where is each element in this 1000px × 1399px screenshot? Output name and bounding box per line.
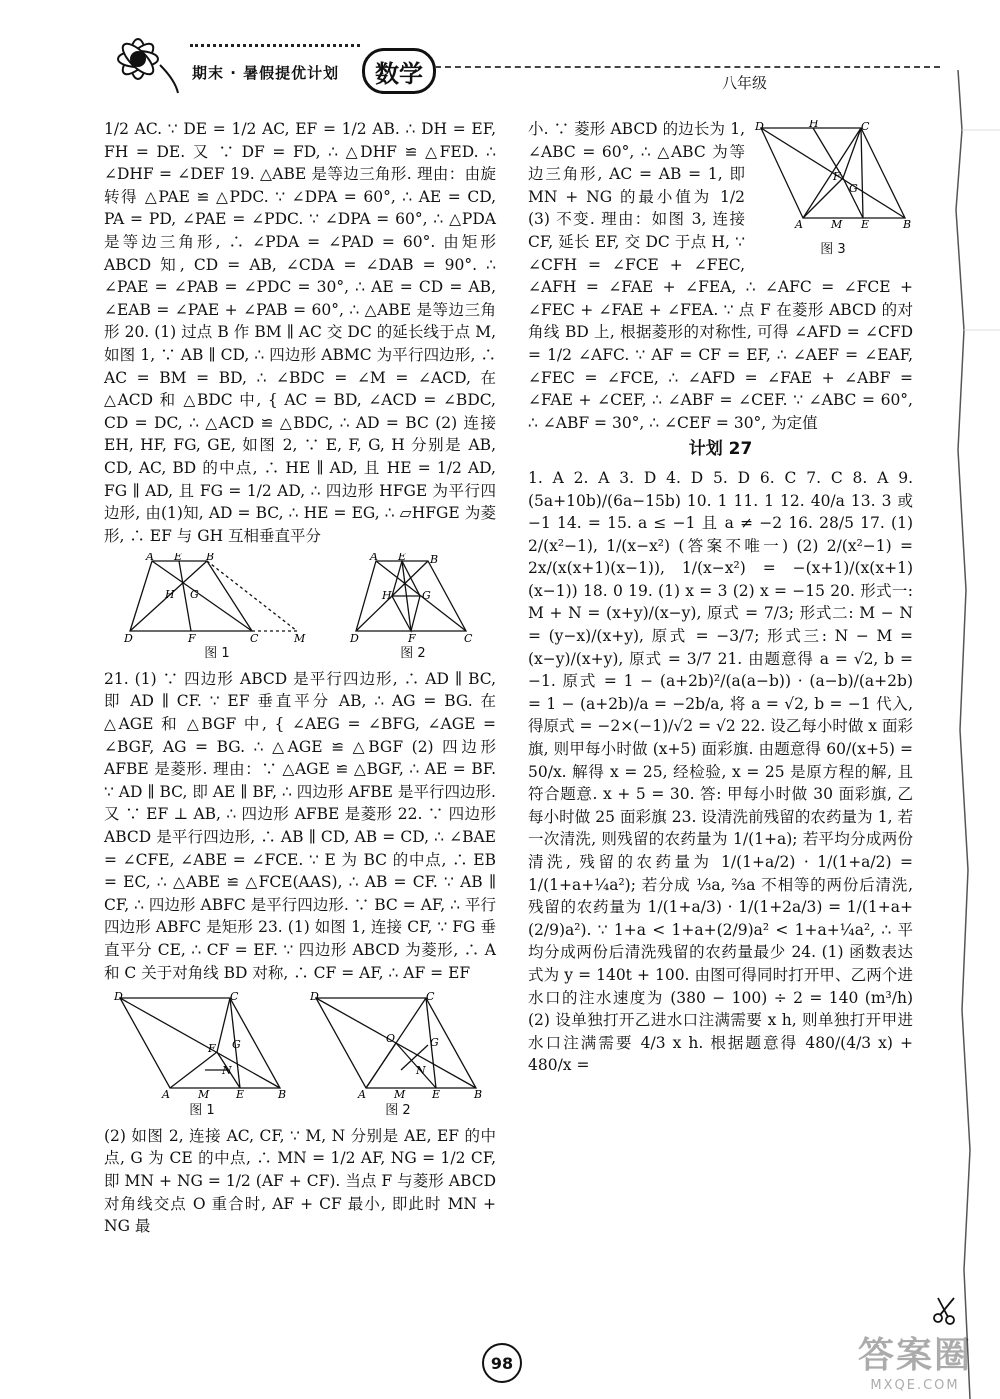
left-text-2: 21. (1) ∵ 四边形 ABCD 是平行四边形, ∴ AD ∥ BC, 即 AD ∥ CF. ∵ EF 垂直平分 AB, ∴ AG = BG. 在 △AGE 和 △BGF 中, { ∠AEG = ∠BFG, ∠AGE = ∠BGF, AG = BG. ∴ △AGE ≌ △BGF (2) 四边形 AFBE 是菱形. 理由：∵ △AGE ≌ △BGF, ∴ AE = BF. ∵ AD ∥ BC, 即 AE ∥ BF, ∴ 四边形 AFBE 是平行四边形. 又 ∵ EF ⊥ AB, ∴ 四边形 AFBE 是菱形 22. ∵ 四边形 ABCD 是平行四边形, ∴ AB ∥ CD, AB = CD, ∴ ∠BAE = ∠CFE, ∠ABE = ∠FCE. ∵ E 为 BC 的中点, ∴ EB = EC, ∴ △ABE ≌ △FCE(AAS), ∴ AB = CF. ∵ AB ∥ CF, ∴ 四边形 ABFC 是平行四边形. ∵ BC = AF, ∴ 平行四边形 ABFC 是矩形 23. (1) 如图 1, 连接 CF, ∵ FG 垂直平分 CE, ∴ CF = EF. ∵ 四边形 ABCD 为菱形, ∴ A 和 C 关于对角线 BD 对称, ∴ CF = AF, ∴ AF = EF: [104, 669, 496, 982]
figure-5: [753, 120, 913, 261]
svg-text:A: A: [146, 553, 154, 564]
svg-text:O: O: [386, 1032, 396, 1046]
svg-text:M: M: [831, 218, 843, 230]
figure-row-1: [104, 553, 496, 666]
svg-text:E: E: [398, 553, 407, 564]
svg-text:G: G: [422, 589, 431, 603]
svg-text:F: F: [188, 632, 196, 644]
svg-text:B: B: [474, 1088, 483, 1101]
figure-2: [348, 553, 478, 666]
svg-text:H: H: [809, 120, 819, 130]
figure-3-caption: 图 1: [189, 1103, 215, 1119]
svg-text:B: B: [206, 553, 215, 564]
trapezoid-diagram-2: [348, 553, 478, 643]
figure-1: [122, 553, 312, 666]
svg-text:F: F: [833, 170, 841, 183]
svg-text:G: G: [849, 182, 858, 195]
right-text-1: 小. ∵ 菱形 ABCD 的边长为 1, ∠ABC = 60°, ∴ △ABC 为等边三角形, AC = AB = 1, 即 MN + NG 的最小值为 1/2 (3) 不变. 理由：如图 3, 连接 CF, 延长 EF, 交 DC 于点 H, ∵ ∠CFH = ∠FCE + ∠FEC, ∠AFH = ∠FAE + ∠FEA, ∴ ∠AFC = ∠FCE + ∠FEC + ∠FAE + ∠FEA. ∵ 点 F 在菱形 ABCD 的对角线 BD 上, 根据菱形的对称性, 可得 ∠AFD = ∠CFD = 1/2 ∠AFC. ∵ AF = CF = EF, ∴ ∠AEF = ∠EAF, ∠FEC = ∠FCE, ∴ ∠AFD = ∠FAE + ∠ABF = ∠FAE + ∠CEF, ∴ ∠ABF = ∠CEF. ∵ ∠ABC = 60°, ∴ ∠ABF = 30°, ∴ ∠CEF = 30°, 为定值: [528, 120, 913, 432]
watermark-sub: MXQE.COM: [870, 1378, 960, 1393]
svg-text:B: B: [903, 218, 912, 230]
svg-text:A: A: [162, 1088, 170, 1101]
subject-badge: 数学: [362, 48, 436, 94]
svg-text:M: M: [294, 632, 306, 644]
figure-4-caption: 图 2: [385, 1103, 411, 1119]
svg-text:A: A: [358, 1088, 366, 1101]
svg-text:N: N: [222, 1064, 232, 1078]
svg-text:G: G: [190, 588, 199, 602]
figure-row-2: [104, 990, 496, 1123]
figure-3: [112, 990, 292, 1123]
left-text-3: (2) 如图 2, 连接 AC, CF, ∵ M, N 分别是 AE, EF 的中点, G 为 CE 的中点, ∴ MN = 1/2 AF, NG = 1/2 CF, 即 MN + NG = 1/2 (AF + CF). 当点 F 与菱形 ABCD 对角线交点 O 重合时, AF + CF 最小, 即此时 MN + NG 最: [104, 1126, 496, 1236]
grade-label: 八年级: [722, 74, 768, 92]
figure-2-caption: 图 2: [400, 646, 426, 662]
svg-text:D: D: [124, 632, 133, 644]
svg-text:B: B: [430, 553, 439, 567]
header-dots: [190, 44, 360, 53]
page-number: 98: [482, 1343, 522, 1383]
svg-text:M: M: [394, 1088, 406, 1101]
svg-text:A: A: [370, 553, 378, 564]
svg-text:D: D: [310, 990, 319, 1004]
flower-icon: [100, 25, 180, 95]
svg-text:G: G: [232, 1038, 241, 1052]
figure-5-caption: 图 3: [820, 241, 846, 257]
figure-4: [308, 990, 488, 1123]
svg-text:D: D: [114, 990, 123, 1004]
svg-text:E: E: [861, 218, 870, 230]
section-heading: 计划 27: [688, 439, 753, 460]
rhombus-diagram-1: [112, 990, 292, 1100]
left-text-1: 1/2 AC. ∵ DE = 1/2 AC, EF = 1/2 AB. ∴ DH = EF, FH = DE. 又 ∵ DF = FD, ∴ △DHF ≌ △FED. ∴ ∠DHF = ∠DEF 19. △ABE 是等边三角形. 理由：由旋转得 △PAE ≌ △PDC. ∵ ∠DPA = 60°, ∴ AE = CD, PA = PD, ∠PAE = ∠PDC. ∵ ∠DPA = 60°, ∴ △PDA 是等边三角形, ∴ ∠PDA = ∠PAD = 60°. 由矩形 ABCD 知, CD = AB, ∠CDA = ∠DAB = 90°. ∴ ∠PAE = ∠PAB = ∠PDC = 30°, ∴ AE = CD = AB, ∠EAB = ∠PAE + ∠PAB = 60°, ∴ △ABE 是等边三角形 20. (1) 过点 B 作 BM ∥ AC 交 DC 的延长线于点 M, 如图 1, ∵ AB ∥ CD, ∴ 四边形 ABMC 为平行四边形, ∴ AC = BM = BD, ∴ ∠BDC = ∠M = ∠ACD, 在 △ACD 和 △BDC 中, { AC = BD, ∠ACD = ∠BDC, CD = DC, ∴ △ACD ≌ △BDC, ∴ AD = BC (2) 连接 EH, HF, FG, GE, 如图 2, ∵ E, F, G, H 分别是 AB, CD, AC, BD 的中点, ∴ HE ∥ AD, 且 HE = 1/2 AD, FG ∥ AD, 且 FG = 1/2 AD, ∴ 四边形 HFGE 为平行四边形, 由(1)知, AD = BC, ∴ HE = EG, ∴ ▱HFGE 为菱形, ∴ EF 与 GH 互相垂直平分: [104, 120, 496, 545]
svg-text:A: A: [795, 218, 803, 230]
svg-text:N: N: [416, 1064, 426, 1078]
trapezoid-diagram-1: [122, 553, 312, 643]
figure-1-caption: 图 1: [204, 646, 230, 662]
svg-text:C: C: [426, 990, 435, 1004]
svg-text:D: D: [755, 120, 764, 133]
rhombus-diagram-2: [308, 990, 488, 1100]
svg-text:H: H: [382, 589, 392, 603]
svg-text:F: F: [408, 632, 416, 644]
svg-text:D: D: [350, 632, 359, 644]
page-header: [0, 0, 1000, 110]
svg-text:C: C: [464, 632, 473, 644]
header-title: 期末 · 暑假提优计划: [192, 64, 340, 82]
left-column: [104, 118, 496, 1238]
rhombus-diagram-3: [753, 120, 913, 230]
svg-text:F: F: [208, 1042, 216, 1056]
watermark-main: 答案圈: [857, 1335, 972, 1376]
svg-text:M: M: [198, 1088, 210, 1101]
svg-text:C: C: [861, 120, 870, 133]
right-text-2: 1. A 2. A 3. D 4. D 5. D 6. C 7. C 8. A 9. (5a+10b)/(6a−15b) 10. 1 11. 1 12. 40/a 13. 3 或 −1 14. = 15. a ≤ −1 且 a ≠ −2 16. 28/5 17. (1) 2/(x²−1), 1/(x−x²) (答案不唯一) (2) 2/(x²−1) = 2x/(x(x+1)(x−1)), 1/(x−x²) = −(x+1)/(x(x+1)(x−1)) 18. 0 19. (1) x = 3 (2) x = −15 20. 形式一: M + N = (x+y)/(x−y), 原式 = 7/3; 形式二: M − N = (y−x)/(x+y), 原式 = −3/7; 形式三: N − M = (x−y)/(x+y), 原式 = 3/7 21. 由题意得 a = √2, b = −1. 原式 = 1 − (a+2b)²/(a(a−b)) · (a−b)/(a+2b) = 1 − (a+2b)/a = −2b/a, 将 a = √2, b = −1 代入, 得原式 = −2×(−1)/√2 = √2 22. 设乙每小时做 x 面彩旗, 则甲每小时做 (x+5) 面彩旗. 由题意得 60/(x+5) = 50/x. 解得 x = 25, 经检验, x = 25 是原方程的解, 且符合题意. x + 5 = 30. 答: 甲每小时做 30 面彩旗, 乙每小时做 25 面彩旗 23. 设清洗前残留的农药量为 1, 若一次清洗, 则残留的农药量为 1/(1+a); 若平均分成两份清洗, 残留的农药量为 1/(1+a/2) · 1/(1+a/2) = 1/(1+a+¼a²); 若分成 ⅓a, ⅔a 不相等的两份后清洗, 残留的农药量为 1/(1+a/3) · 1/(1+2a/3) = 1/(1+a+(2/9)a²). ∵ 1+a < 1+a+(2/9)a² < 1+a+¼a², ∴ 平均分成两份后清洗残留的农药量最少 24. (1) 函数表达式为 y = 140t + 100. 由图可得同时打开甲、乙两个进水口的注水速度为 (380 − 100) ÷ 2 = 140 (m³/h) (2) 设单独打开乙进水口注满需要 x h, 则单独打开甲进水口注满需要 4/3 x h. 根据题意得 480/(4/3 x) + 480/x =: [528, 468, 913, 1075]
right-column: [528, 118, 913, 1077]
header-line: [435, 66, 940, 68]
svg-text:E: E: [236, 1088, 245, 1101]
svg-text:E: E: [174, 553, 183, 564]
torn-edge: [940, 70, 1000, 1399]
svg-text:C: C: [250, 632, 259, 644]
svg-text:C: C: [230, 990, 239, 1004]
svg-text:E: E: [432, 1088, 441, 1101]
watermark: [840, 1330, 990, 1393]
svg-text:B: B: [278, 1088, 287, 1101]
svg-text:G: G: [430, 1036, 439, 1050]
scissors-icon: [930, 1295, 960, 1325]
svg-text:H: H: [165, 588, 175, 602]
